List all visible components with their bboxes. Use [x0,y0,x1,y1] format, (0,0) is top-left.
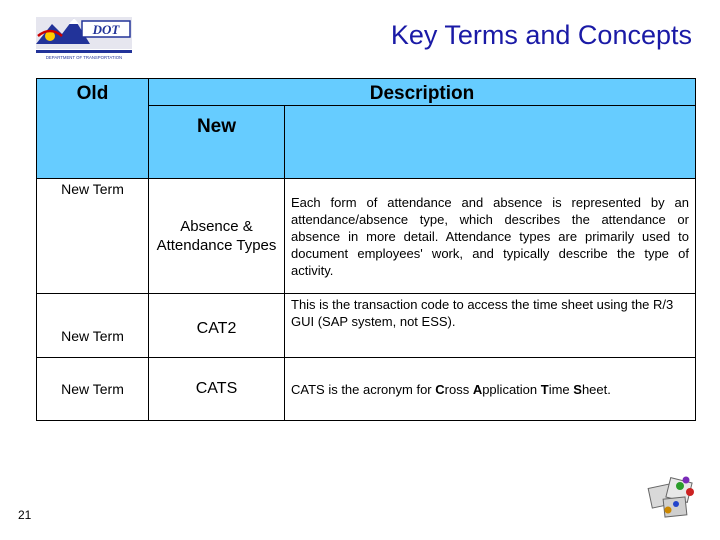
description-cell: Each form of attendance and absence is represented by an attendance/absence type, which describes the attendance or absence in more detail. Attendance types are primarily used to document employees' work, and typically describe the type of activity. [285,179,696,294]
dot-logo [36,14,132,60]
table-row [37,294,696,358]
header-description: Description [149,79,696,106]
old-term-cell: New Term [37,294,149,358]
svg-text:DEPARTMENT OF TRANSPORTATION: DEPARTMENT OF TRANSPORTATION [45,55,123,60]
table-row [37,358,696,421]
key-terms-table [36,78,696,421]
table-row [37,179,696,294]
slide-title: Key Terms and Concepts [390,20,692,50]
header-old: Old [37,79,149,179]
description-cell: CATS is the acronym for Cross Application Time Sheet. [285,358,696,421]
page-number: 21 [18,508,32,522]
new-term-cell: CATS [149,358,285,421]
header-new: New [149,106,285,179]
new-term-cell: Absence & Attendance Types [149,179,285,294]
old-term-cell: New Term [37,358,149,421]
description-cell: This is the transaction code to access the time sheet using the R/3 GUI (SAP system, not ESS). [285,294,696,358]
header-blank-cell [285,106,696,179]
old-term-cell: New Term [37,179,149,294]
erp-puzzle-logo [646,472,702,520]
svg-text:DOT: DOT [92,22,120,37]
new-term-cell: CAT2 [149,294,285,358]
